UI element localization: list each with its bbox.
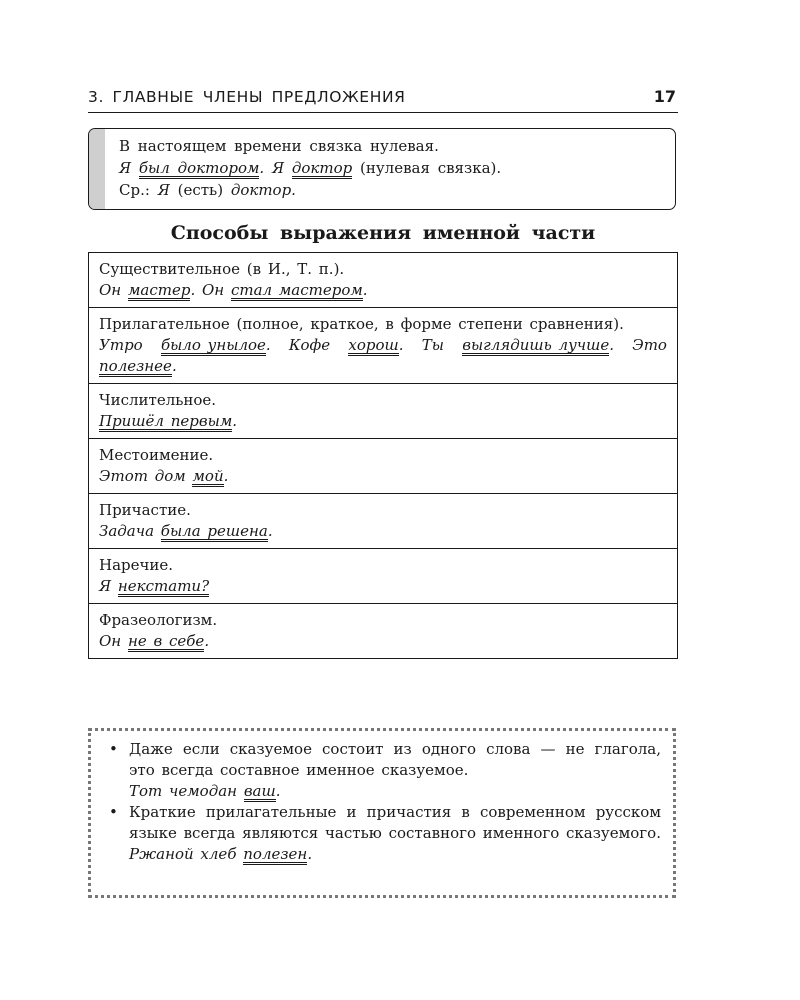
info-line-2: Я был доктором. Я доктор (нулевая связка). <box>119 159 502 177</box>
row-heading: Фразеологизм. <box>99 611 218 629</box>
row-example: Пришёл первым. <box>99 412 238 430</box>
table-row <box>89 253 677 307</box>
info-line-3: Ср.: Я (есть) доктор. <box>119 181 296 199</box>
row-example: Утро было унылое. Кофе хорош. Ты выглядишь лучше. Это полезнее. <box>99 336 667 375</box>
row-example: Этот дом мой. <box>99 467 229 485</box>
row-example: Я некстати? <box>99 577 210 595</box>
notes-box <box>88 728 676 898</box>
predicate-underline: доктор <box>291 159 353 177</box>
table-row <box>89 307 677 383</box>
list-item <box>109 802 661 865</box>
note-text: Краткие прилагательные и причастия в современном русском языке всегда являются частью составного именного сказуемого. <box>129 803 661 842</box>
row-heading: Существительное (в И., Т. п.). <box>99 260 345 278</box>
row-heading: Прилагательное (полное, краткое, в форме степени сравнения). <box>99 315 624 333</box>
info-line-1: В настоящем времени связка нулевая. <box>119 137 439 155</box>
bullet-icon: • <box>109 740 118 758</box>
list-item <box>109 739 661 802</box>
section-title: Способы выражения именной части <box>170 222 596 244</box>
predicate-underline: был доктором <box>138 159 260 177</box>
table-row <box>89 493 677 548</box>
row-example: Он не в себе. <box>99 632 210 650</box>
copula-info-box <box>88 128 676 210</box>
info-box-side-bar <box>89 129 105 209</box>
chapter-title: 3. ГЛАВНЫЕ ЧЛЕНЫ ПРЕДЛОЖЕНИЯ <box>88 88 406 106</box>
table-row <box>89 548 677 603</box>
bullet-icon: • <box>109 803 118 821</box>
page-number: 17 <box>653 87 676 106</box>
table-row <box>89 383 677 438</box>
row-example: Задача была решена. <box>99 522 273 540</box>
table-row <box>89 603 677 658</box>
row-heading: Местоимение. <box>99 446 214 464</box>
row-heading: Причастие. <box>99 501 191 519</box>
table-row <box>89 438 677 493</box>
row-example: Он мастер. Он стал мастером. <box>99 281 368 299</box>
nominal-part-table <box>88 252 678 659</box>
note-example: Ржаной хлеб полезен. <box>129 845 313 863</box>
note-example: Тот чемодан ваш. <box>129 782 281 800</box>
row-heading: Числительное. <box>99 391 217 409</box>
row-heading: Наречие. <box>99 556 174 574</box>
note-text: Даже если сказуемое состоит из одного слова — не глагола, это всегда составное именное сказуемое. <box>129 740 661 779</box>
page-header <box>88 86 678 113</box>
